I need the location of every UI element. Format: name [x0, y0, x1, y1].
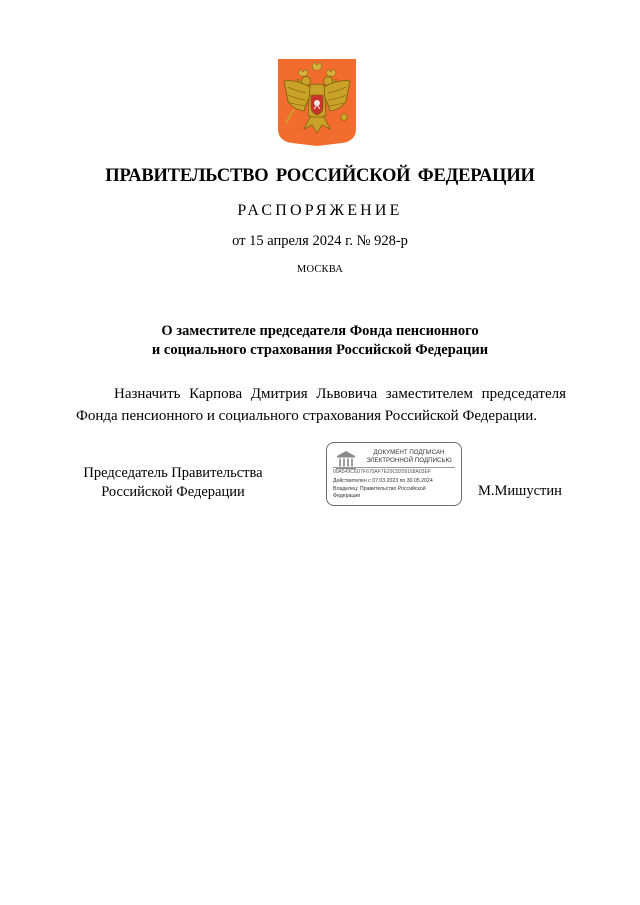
document-body: [76, 383, 566, 427]
document-subject: [0, 322, 640, 360]
stamp-owner-line-2: Федерации: [333, 493, 361, 499]
stamp-heading-line-1: ДОКУМЕНТ ПОДПИСАН: [373, 449, 445, 456]
stamp-heading: [359, 449, 459, 465]
stamp-owner: [333, 486, 457, 500]
stamp-heading-line-2: ЭЛЕКТРОННОЙ ПОДПИСЬЮ: [366, 457, 452, 464]
document-date-number: от 15 апреля 2024 г. № 928-р: [232, 233, 408, 249]
coat-of-arms-emblem: [276, 57, 358, 147]
stamp-divider: [333, 467, 455, 468]
electronic-signature-stamp: [326, 442, 462, 506]
signer-position-line-2: Российской Федерации: [101, 484, 245, 500]
stamp-certificate-number: 00A549C6D7F670AF7E29C8209168A03EF: [333, 469, 431, 475]
subject-line-1: О заместителе председателя Фонда пенсионного: [161, 323, 479, 339]
stamp-owner-line-1: Владелец: Правительство Российской: [333, 486, 426, 492]
signer-position-line-1: Председатель Правительства: [83, 465, 263, 481]
russian-coat-of-arms-icon: [276, 57, 358, 147]
signer-position: [78, 464, 268, 502]
body-line-2: Фонда пенсионного и социального страхования Российской Федерации.: [76, 408, 538, 424]
document-type: РАСПОРЯЖЕНИЕ: [237, 202, 403, 219]
signer-name: М.Мишустин: [478, 483, 562, 499]
body-line-1: Назначить Карпова Дмитрия Львовича заместителем председателя: [114, 386, 566, 402]
document-city: МОСКВА: [296, 264, 344, 275]
subject-line-2: и социального страхования Российской Федерации: [151, 342, 489, 358]
stamp-validity-period: Действителен с 07.03.2023 по 30.05.2024: [333, 478, 433, 484]
government-title: ПРАВИТЕЛЬСТВО РОССИЙСКОЙ ФЕДЕРАЦИИ: [105, 166, 535, 186]
